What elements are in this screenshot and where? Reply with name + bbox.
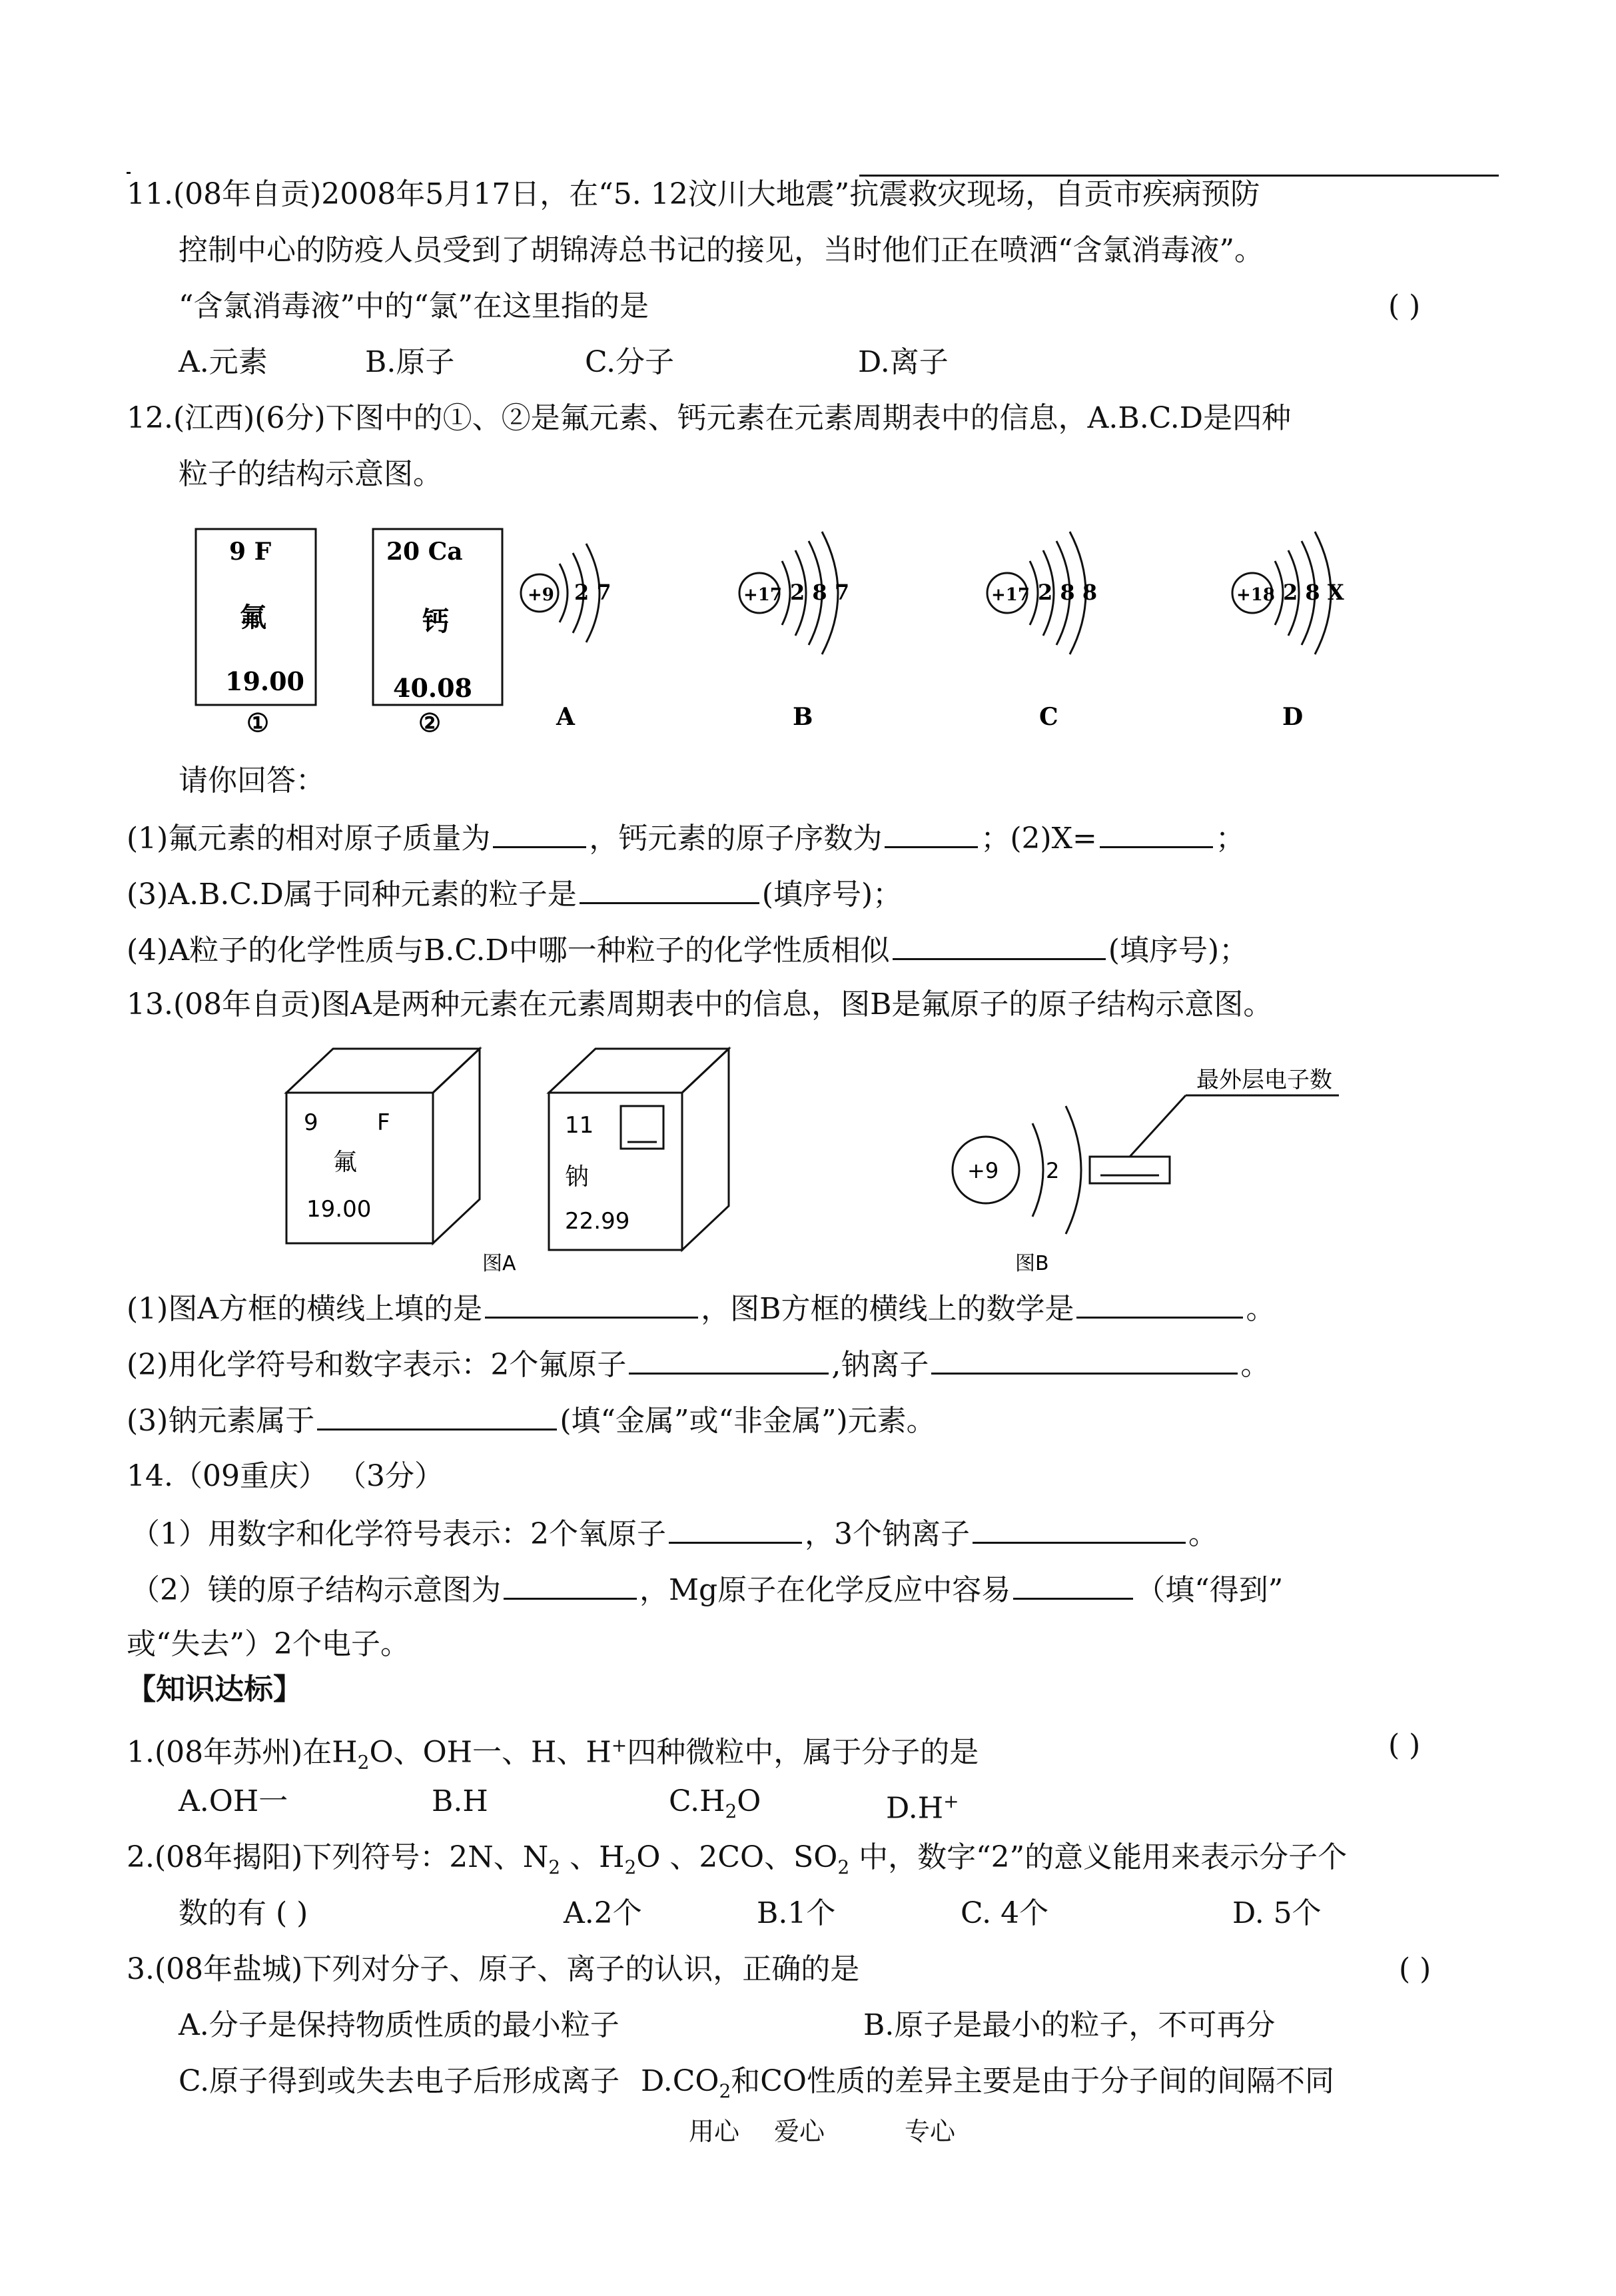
q11-option-a: A.元素 — [179, 345, 268, 379]
k2-line1: 2.(08年揭阳)下列符号：2N、$N_2$ 、$H_2O$ 、2CO、$SO_2$ 中，数字“2”的意义能用来表示分子个 — [127, 1840, 1348, 1878]
atom-d-shells: 2 8 X — [1283, 580, 1344, 605]
stray-mark — [127, 172, 131, 174]
element-cube-sodium — [549, 1049, 729, 1250]
atom-diagram-b — [739, 532, 849, 731]
q14-blank-oxygen[interactable] — [669, 1512, 802, 1544]
figb-callout: 最外层电子数 — [1196, 1067, 1332, 1093]
q12-prompt: 请你回答： — [179, 764, 325, 798]
figb-outer-shell-box — [1090, 1157, 1170, 1183]
q14-line1: 14.（09重庆） （3分） — [127, 1459, 444, 1493]
q13-figure — [280, 1039, 1359, 1279]
q13-blank-metal[interactable] — [317, 1399, 557, 1431]
k1-option-a: A.OH一 — [179, 1784, 288, 1818]
atom-c-label: C — [1039, 703, 1058, 731]
q13-blank-two-fluorine[interactable] — [629, 1343, 829, 1375]
k3-option-d: $D.CO_2$和CO性质的差异主要是由于分子间的间隔不同 — [641, 2064, 1335, 2102]
atom-a-nucleus: +9 — [528, 585, 554, 605]
q11-option-d: D.离子 — [858, 345, 949, 379]
k2-option-a: A.2个 — [564, 1896, 642, 1930]
k2-option-c: C. 4个 — [961, 1896, 1049, 1930]
footer-word-2: 爱心 — [774, 2117, 825, 2146]
boxa-number: 9 — [304, 1109, 318, 1136]
atom-a-shells: 2 7 — [574, 580, 611, 605]
element-cube-fluorine — [286, 1049, 480, 1243]
q14-sub2: （2）镁的原子结构示意图为 ，Mg原子在化学反应中容易 （填“得到” — [131, 1568, 1283, 1610]
k3-answer-paren: ( ) — [1399, 1952, 1431, 1986]
atom-diagram-c — [987, 532, 1097, 731]
q13-sub1: (1)图A方框的横线上填的是 ，图B方框的横线上的数学是 。 — [127, 1287, 1275, 1329]
atom-d-label: D — [1282, 703, 1304, 731]
q11-option-b: B.原子 — [365, 345, 455, 379]
atom-b-label: B — [793, 703, 813, 731]
k1-answer-paren: ( ) — [1388, 1728, 1421, 1762]
atom-b-shells: 2 8 7 — [790, 580, 850, 605]
q11-option-c: C.分子 — [585, 345, 675, 379]
cell1-name: 氟 — [240, 602, 266, 633]
q13-sub3: (3)钠元素属于 (填“金属”或“非金属”)元素。 — [127, 1399, 936, 1441]
figb-nucleus: +9 — [967, 1158, 999, 1183]
k1-option-c: $C.H_2O$ — [669, 1784, 761, 1822]
atom-c-nucleus: +17 — [991, 585, 1030, 605]
k2-option-b: B.1个 — [757, 1896, 836, 1930]
cell1-mass: 19.00 — [225, 666, 304, 696]
cell2-label: ② — [418, 708, 442, 738]
atom-diagram-a — [521, 544, 611, 731]
q13-sub2: (2)用化学符号和数字表示：2个氟原子 ,钠离子 。 — [127, 1343, 1270, 1385]
q12-figure — [187, 520, 1386, 740]
k3-line1: 3.(08年盐城)下列对分子、原子、离子的认识，正确的是 — [127, 1952, 860, 1986]
q11-line2: 控制中心的防疫人员受到了胡锦涛总书记的接见，当时他们正在喷洒“含氯消毒液”。 — [179, 233, 1264, 267]
atom-c-shells: 2 8 8 — [1038, 580, 1098, 605]
cell2-name: 钙 — [422, 606, 449, 637]
q12-blank-calcium-number[interactable] — [885, 817, 978, 848]
q13-blank-box-b[interactable] — [1076, 1287, 1243, 1319]
q13-line1: 13.(08年自贡)图A是两种元素在元素周期表中的信息，图B是氟原子的原子结构示意图。 — [127, 987, 1273, 1021]
q14-sub1: （1）用数字和化学符号表示：2个氧原子 ，3个钠离子 。 — [131, 1512, 1218, 1554]
figb-inner-shell: 2 — [1046, 1158, 1060, 1183]
atom-diagram-d — [1232, 532, 1344, 731]
k1-option-d: D.H+ — [886, 1790, 959, 1826]
boxb-mass: 22.99 — [565, 1208, 630, 1235]
q11-line3: “含氯消毒液”中的“氯”在这里指的是 — [179, 289, 649, 323]
q14-blank-mg-diagram[interactable] — [504, 1568, 637, 1600]
q12-sub1: (1)氟元素的相对原子质量为 ，钙元素的原子序数为 ；(2)X= ； — [127, 817, 1245, 859]
q12-sub4: (4)A粒子的化学性质与B.C.D中哪一种粒子的化学性质相似 (填序号)； — [127, 929, 1248, 971]
boxa-mass: 19.00 — [306, 1196, 372, 1223]
atom-a-label: A — [556, 703, 575, 731]
q13-blank-box-a[interactable] — [485, 1287, 698, 1319]
q14-line-end: 或“失去”）2个电子。 — [127, 1627, 410, 1661]
atom-d-nucleus: +18 — [1236, 585, 1275, 605]
footer-word-3: 专心 — [905, 2117, 956, 2146]
k2-line2: 数的有 ( ) — [179, 1896, 308, 1930]
boxb-number: 11 — [565, 1112, 594, 1139]
q12-blank-fluorine-mass[interactable] — [493, 817, 586, 848]
atom-b-nucleus: +17 — [743, 585, 782, 605]
q11-line1: 11.(08年自贡)2008年5月17日，在“5. 12汶川大地震”抗震救灾现场，自贡市疾病预防 — [127, 177, 1260, 211]
q13-blank-sodium-ion[interactable] — [931, 1343, 1238, 1375]
k3-option-c: C.原子得到或失去电子后形成离子 — [179, 2064, 620, 2098]
cell1-label: ① — [246, 708, 270, 738]
k1-option-b: B.H — [432, 1784, 488, 1818]
boxa-name: 氟 — [333, 1149, 358, 1176]
cell1-number-symbol: 9 F — [229, 538, 272, 566]
q14-blank-sodium[interactable] — [973, 1512, 1186, 1544]
fig-a-caption: 图A — [482, 1252, 516, 1275]
q14-blank-gain-lose[interactable] — [1013, 1568, 1133, 1600]
boxa-symbol: F — [377, 1109, 390, 1136]
q12-sub3: (3)A.B.C.D属于同种元素的粒子是 (填序号)； — [127, 873, 902, 915]
cell2-mass: 40.08 — [393, 673, 472, 703]
fluorine-atom-diagram — [953, 1067, 1339, 1234]
k3-option-b: B.原子是最小的粒子，不可再分 — [863, 2008, 1276, 2042]
section-heading: 【知识达标】 — [127, 1672, 302, 1706]
footer-word-1: 用心 — [689, 2117, 740, 2146]
q11-answer-paren: ( ) — [1388, 289, 1421, 323]
k2-option-d: D. 5个 — [1232, 1896, 1322, 1930]
q12-blank-same-element[interactable] — [580, 873, 759, 904]
k3-option-a: A.分子是保持物质性质的最小粒子 — [179, 2008, 619, 2042]
q12-line2: 粒子的结构示意图。 — [179, 457, 442, 491]
boxb-name: 钠 — [565, 1163, 590, 1191]
q12-blank-x[interactable] — [1100, 817, 1213, 848]
cell2-number-symbol: 20 Ca — [386, 538, 463, 566]
q12-line1: 12.(江西)(6分)下图中的①、②是氟元素、钙元素在元素周期表中的信息，A.B.C.D是四种 — [127, 401, 1292, 435]
k1-line1: 1.(08年苏州)在$H_2O$、OH一、H、H+四种微粒中，属于分子的是 — [127, 1734, 979, 1774]
fig-b-caption: 图B — [1015, 1252, 1049, 1275]
q12-blank-similar-particle[interactable] — [893, 929, 1106, 960]
